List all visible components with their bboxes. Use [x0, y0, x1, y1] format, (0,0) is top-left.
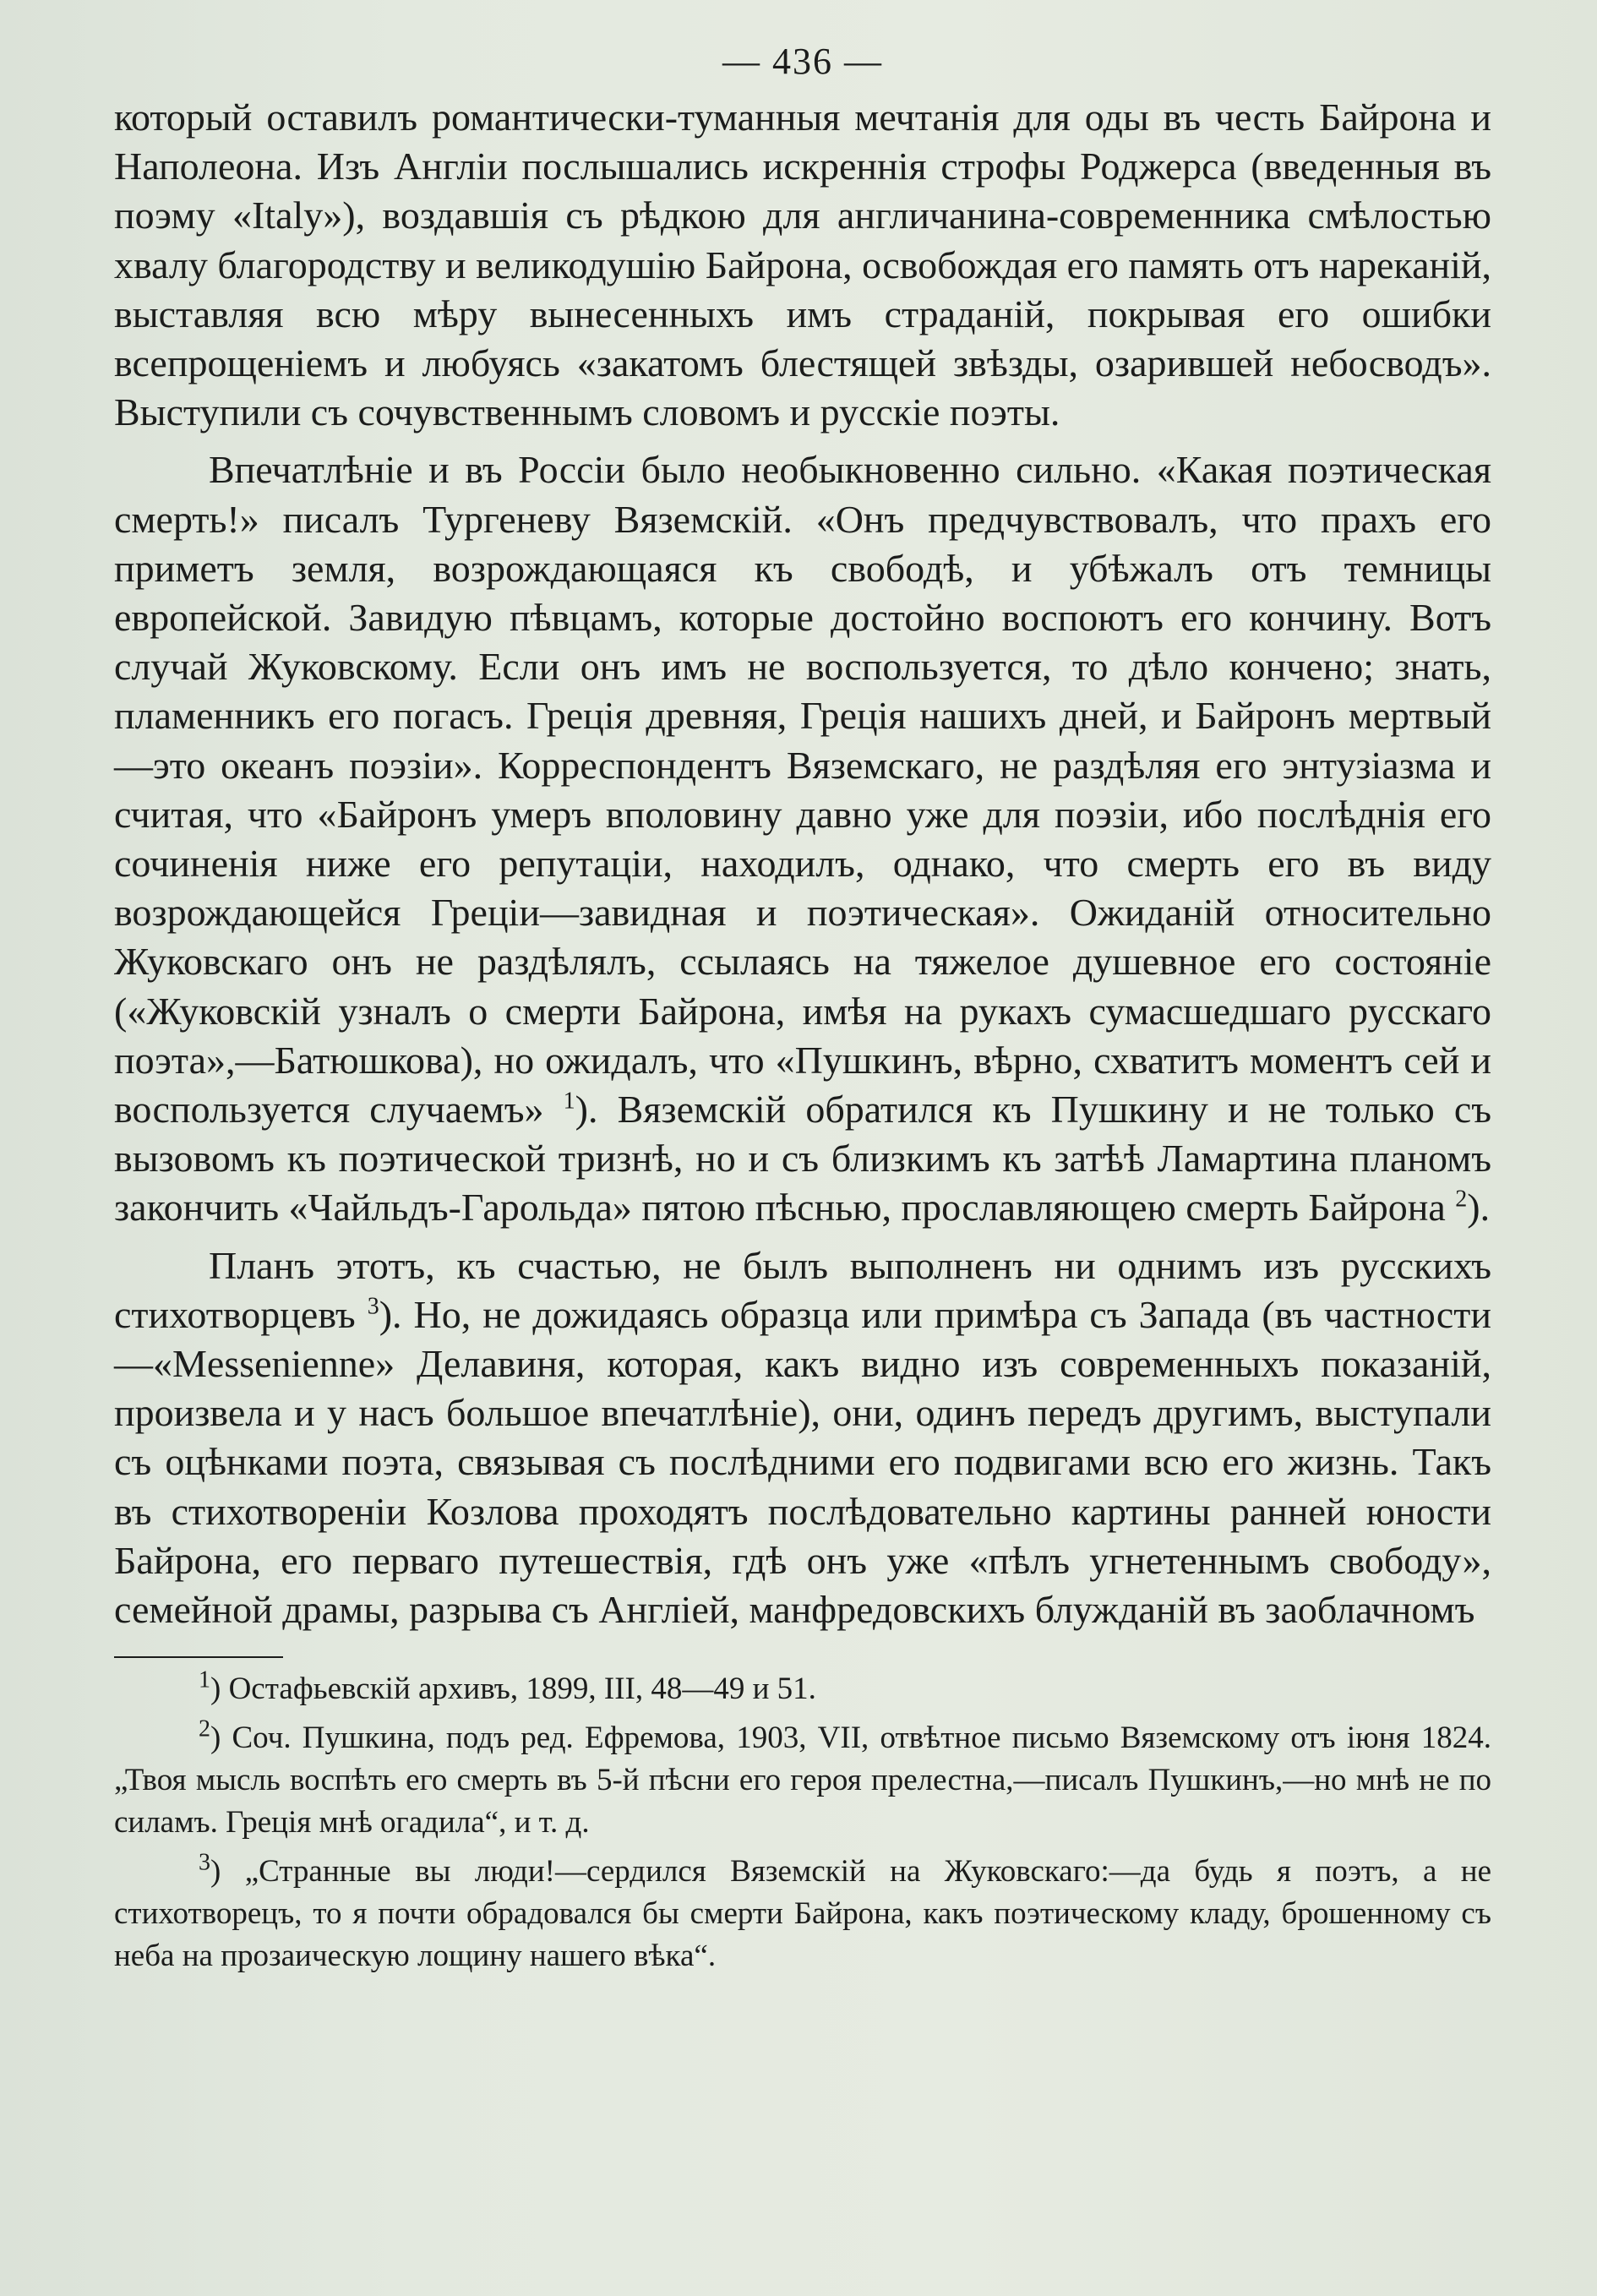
footnotes — [114, 1668, 1491, 1977]
paragraph-vyazemsky — [114, 445, 1491, 1232]
footnote-2 — [114, 1717, 1491, 1844]
footnote-divider — [114, 1656, 283, 1658]
paragraph-continuation — [114, 93, 1491, 437]
page-number: — 436 — — [722, 41, 883, 82]
footnote-mark: 1 — [199, 1666, 210, 1693]
footnote-text: ) Остафьевскій архивъ, 1899, III, 48—49 и 51. — [210, 1672, 816, 1707]
main-text — [114, 93, 1491, 1634]
footnote-text: ) „Странные вы люди!—сердился Вяземскій на Жуковскаго:—да будь я поэтъ, а не стихотворецъ, то я почти обрадовался бы смерти Байрона, какъ поэтическому кладу, брошенному съ неба на прозаическую лощину нашего вѣка“. — [114, 1854, 1491, 1974]
footnote-mark: 2 — [199, 1715, 210, 1742]
footnote-ref: 1 — [563, 1088, 575, 1115]
footnote-ref: 3 — [367, 1293, 379, 1320]
footnote-text: ) Соч. Пушкина, подъ ред. Ефремова, 1903, VII, отвѣтное письмо Вяземскому отъ іюня 1824. „Твоя мысль воспѣть его смерть въ 5-й пѣсни его героя прелестна,—писалъ Пушкинъ,—но мнѣ не по силамъ. Греція мнѣ огадила“, и т. д. — [114, 1721, 1491, 1841]
paragraph-text: ). Но, не дожидаясь образца или примѣра съ Запада (въ частности—«Messenienne» Делавиня, которая, какъ видно изъ современныхъ показаній, произвела и у насъ большое впечатлѣніе), они, одинъ передъ другимъ, выступали съ оцѣнками поэта, связывая съ послѣдними его подвигами всю его жизнь. Такъ въ стихотвореніи Козлова проходятъ послѣдовательно картины ранней юности Байрона, его перваго путешествія, гдѣ онъ уже «пѣлъ угнетеннымъ свободу», семейной драмы, разрыва съ Англіей, манфредовскихъ блужданій въ заоблачномъ — [114, 1292, 1492, 1632]
paragraph-text: Планъ этотъ, къ счастью, не былъ выполненъ ни однимъ изъ русскихъ стихотворцевъ — [114, 1243, 1491, 1336]
paragraph-text: ). — [1467, 1186, 1491, 1230]
paragraph-text: Впечатлѣніе и въ Россіи было необыкновенно сильно. «Какая поэтическая смерть!» писалъ Тургеневу Вяземскій. «Онъ предчувствовалъ, что прахъ его приметъ земля, возрождающаяся къ свободѣ, и убѣжалъ отъ темницы европейской. Завидую пѣвцамъ, которые достойно воспоютъ его кончину. Вотъ случай Жуковскому. Если онъ имъ не воспользуется, то дѣло кончено; знать, пламенникъ его погасъ. Греція древняя, Греція нашихъ дней, и Байронъ мертвый—это океанъ поэзіи». Корреспондентъ Вяземскаго, не раздѣляя его энтузіазма и считая, что «Байронъ умеръ вполовину давно уже для поэзіи, ибо послѣднія его сочиненія ниже его репутаціи, находилъ, однако, что смерть его въ виду возрождающейся Греціи—завидная и поэтическая». Ожиданій относительно Жуковскаго онъ не раздѣлялъ, ссылаясь на тяжелое душевное его состояніе («Жуковскій узналъ о смерти Байрона, имѣя на рукахъ сумасшедшаго русскаго поэта»,—Батюшкова), но ожидалъ, что «Пушкинъ, вѣрно, схватитъ моментъ сей и воспользуется случаемъ» — [114, 448, 1491, 1132]
footnote-ref: 2 — [1455, 1186, 1468, 1213]
paragraph-text: который оставилъ романтически-туманныя мечтанія для оды въ честь Байрона и Наполеона. Изъ Англіи послышались искреннія строфы Роджерса (введенныя въ поэму «Italy»), воздавшія съ рѣдкою для англичанина-современника смѣлостью хвалу благородству и великодушію Байрона, освобождая его память отъ нареканій, выставляя всю мѣру вынесенныхъ имъ страданій, покрывая его ошибки всепрощеніемъ и любуясь «закатомъ блестящей звѣзды, озарившей небосводъ». Выступили съ сочувственнымъ словомъ и русскіе поэты. — [114, 95, 1492, 434]
paragraph-text: ). Вяземскій обратился къ Пушкину и не только съ вызовомъ къ поэтической тризнѣ, но и съ близкимъ къ затѣѣ Ламартина планомъ закончить «Чайльдъ-Гарольда» пятою пѣснью, прославляющею смерть Байрона — [114, 1088, 1492, 1230]
paragraph-plan — [114, 1241, 1491, 1635]
footnote-1 — [114, 1668, 1491, 1710]
footnote-3 — [114, 1851, 1491, 1977]
footnote-mark: 3 — [199, 1849, 210, 1876]
